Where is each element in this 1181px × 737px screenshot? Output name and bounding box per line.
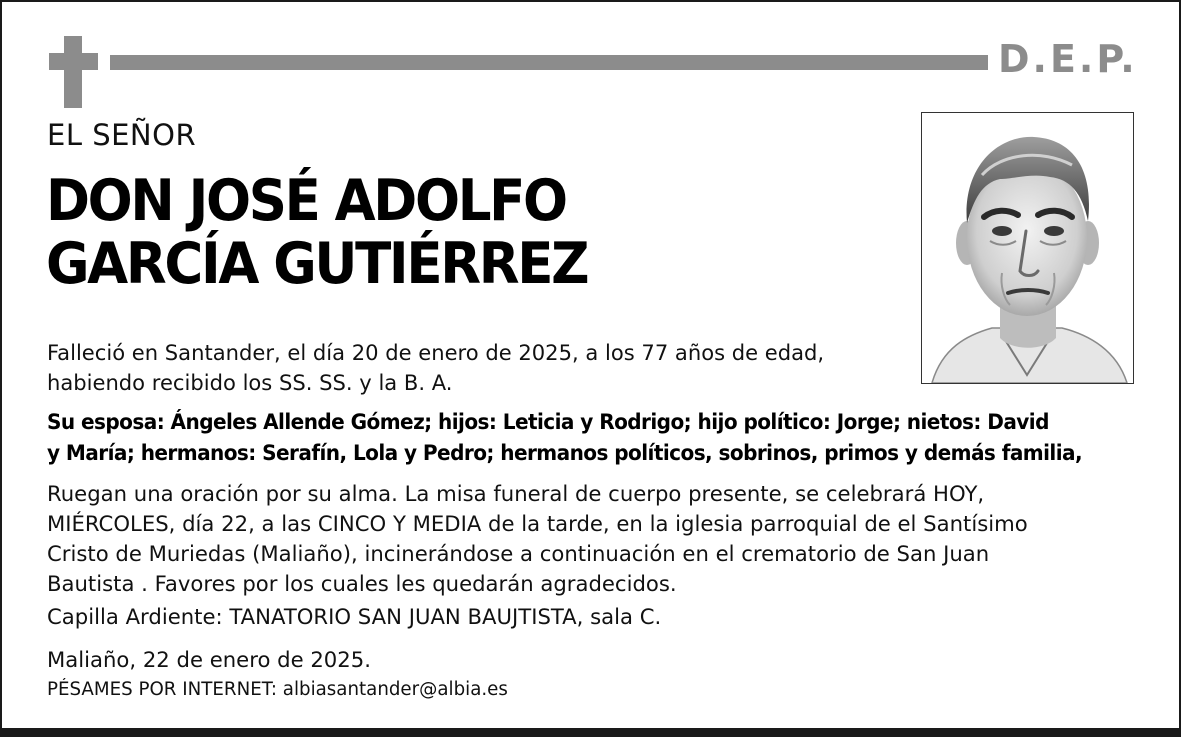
cross-horizontal-bar	[49, 53, 98, 70]
mass-line-2: MIÉRCOLES, día 22, a las CINCO Y MEDIA de la tarde, en la iglesia parroquial de el Santísimo	[47, 512, 1028, 537]
family-line-2: y María; hermanos: Serafín, Lola y Pedro; hermanos políticos, sobrinos, primos y demás familia,	[47, 441, 1083, 465]
death-notice-line-1: Falleció en Santander, el día 20 de enero de 2025, a los 77 años de edad,	[47, 341, 825, 366]
place-date: Maliaño, 22 de enero de 2025.	[47, 648, 371, 673]
portrait-image	[922, 113, 1133, 383]
condolences-contact: PÉSAMES POR INTERNET: albiasantander@albia.es	[47, 679, 508, 700]
death-notice	[47, 339, 824, 399]
header-rule	[110, 55, 988, 70]
name-line-2: GARCÍA GUTIÉRREZ	[46, 231, 588, 297]
mass-line-3: Cristo de Muriedas (Maliaño), incinerándose a continuación en el crematorio de San Juan	[47, 542, 990, 567]
name-line-1: DON JOSÉ ADOLFO	[46, 168, 566, 234]
mass-line-4: Bautista . Favores por los cuales les quedarán agradecidos.	[47, 572, 677, 597]
mass-notice	[47, 480, 1028, 600]
family-list	[47, 407, 1082, 469]
dep-label: D.E.P.	[998, 37, 1138, 81]
mass-line-1: Ruegan una oración por su alma. La misa funeral de cuerpo presente, se celebrará HOY,	[47, 482, 985, 507]
chapel-notice: Capilla Ardiente: TANATORIO SAN JUAN BAUJTISTA, sala C.	[47, 605, 662, 630]
family-line-1: Su esposa: Ángeles Allende Gómez; hijos: Leticia y Rodrigo; hijo político: Jorge; nietos: David	[47, 410, 1049, 434]
death-notice-line-2: habiendo recibido los SS. SS. y la B. A.	[47, 371, 453, 396]
deceased-photo	[921, 112, 1134, 384]
honorific-intro: EL SEÑOR	[47, 118, 197, 152]
cross-vertical-bar	[64, 36, 82, 108]
deceased-name	[46, 170, 587, 296]
